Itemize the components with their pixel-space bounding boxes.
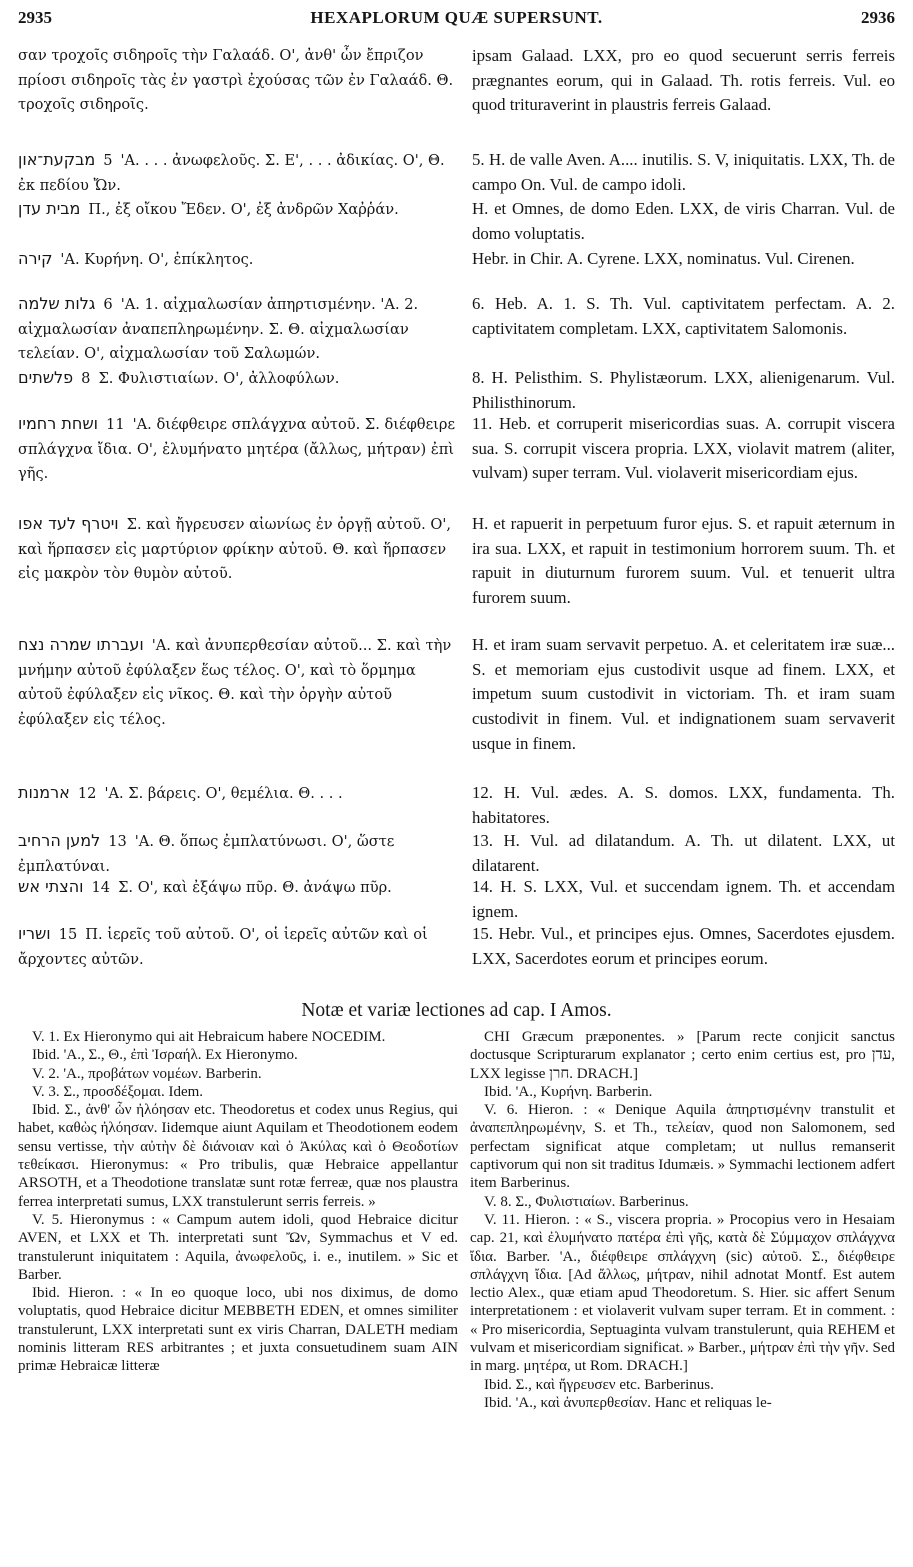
greek-readings: Σ. καὶ ἤγρευσεν αἰωνίως ἐν ὀργῇ αὐτοῦ. Ο', καὶ ἥρπασεν εἰς μαρτύριον φρίκην αὐτοῦ. Θ. καὶ ἥρπασεν εἰς μακρὸν τὸν θυμὸν αὐτοῦ. xyxy=(18,516,452,583)
greek-column-entry xyxy=(18,44,464,118)
hebrew-lemma: ויטרף לעד אפו xyxy=(18,514,119,533)
greek-readings: Σ. Ο', καὶ ἐξάψω πῦρ. Θ. ἀνάψω πῦρ. xyxy=(118,879,392,896)
left-page-number: 2935 xyxy=(18,8,52,27)
hebrew-lemma: ושריו xyxy=(18,924,51,943)
notes-left-column xyxy=(18,1028,458,1376)
greek-readings: 'Α. Κυρήνη. Ο', ἐπίκλητος. xyxy=(60,251,254,268)
right-page-number: 2936 xyxy=(861,8,895,27)
notes-right-column xyxy=(470,1028,895,1412)
note-paragraph: V. 1. Ex Hieronymo qui ait Hebraicum habere NOCEDIM. xyxy=(32,1029,386,1045)
greek-readings: 'Α. καὶ ἀνυπερθεσίαν αὐτοῦ... Σ. καὶ τὴν μνήμην αὐτοῦ ἐφύλαξεν ἕως τέλος. Ο', καὶ τὸ ὅρμημα αὐτοῦ ἐφύλαξεν εἰς νῖκος. Θ. καὶ τὴν ὀργὴν αὐτοῦ ἐφύλαξεν εἰς τέλος. xyxy=(18,637,452,729)
hebrew-lemma: קירה xyxy=(18,249,53,268)
verse-number: 15 xyxy=(58,926,78,943)
greek-readings: 'Α. Θ. ὅπως ἐμπλατύνωσι. Ο', ὥστε ἐμπλατύναι. xyxy=(18,833,395,875)
note-paragraph: Ibid. 'Α., Σ., Θ., ἐπὶ Ἰσραήλ. Ex Hieronymo. xyxy=(32,1047,298,1064)
latin-translation: 12. H. Vul. ædes. A. S. domos. LXX, fundamenta. Th. habitatores. xyxy=(472,783,895,827)
greek-column-entry xyxy=(18,366,464,392)
note-paragraph: Ibid. Σ., ἀνθ' ὧν ἠλόησαν etc. Theodoretus et codex unus Regius, qui habet, καθὼς ἠλόησαν. Iidemque aiunt Aquilam et Theodotionem eodem sensu vertisse, τὴν αὐτὴν δὲ διάνοιαν καὶ ὁ Ἀκύλας καὶ ὁ Θεοδοτίων τεθείκασι. Hieronymus: « Pro tribulis, quæ Hebraice appellantur ARSOTH, et a Theodotione translatæ sunt rotæ ferreæ, quæ nos plaustra ferrea interpretati sumus, LXX transtulerunt serris ferreis. » xyxy=(18,1102,458,1210)
note-paragraph: V. 6. Hieron. : « Denique Aquila ἀπηρτισμένην transtulit et ἀναπεπληρωμένην, S. et Th., τελείαν, quod non Salomonem, sed perfectam significat atque completam; ut nullus remanserit captivorum qui non sit traditus Idumæis. » Symmachi lectionem adfert item Barberinus. xyxy=(470,1102,895,1192)
note-paragraph: V. 5. Hieronymus : « Campum autem idoli, quod Hebraice dicitur AVEN, et LXX et Th. interpretati sunt Ὤν, Symmachus et V ed. transtulerunt iniquitatem : Aquila, ἀνωφελοῦς, i. e., inutilem. » Sic et Barber. xyxy=(18,1211,458,1283)
verse-number: 8 xyxy=(81,370,91,387)
greek-column-entry xyxy=(18,247,464,273)
verse-number: 11 xyxy=(106,416,125,433)
greek-column-entry xyxy=(18,829,464,879)
hebrew-lemma: ושחת רחמיו xyxy=(18,414,99,433)
greek-column-entry xyxy=(18,292,464,367)
hebrew-lemma: והצתי אש xyxy=(18,877,84,896)
latin-translation: 11. Heb. et corruperit misericordias suas. A. corrupit viscera sua. S. corrupit viscera propria. LXX, violavit matrem (aliter, vulvam) super terram. Vul. violaverit misericordiam ejus. xyxy=(472,414,895,483)
latin-translation: 6. Heb. A. 1. S. Th. Vul. captivitatem perfectam. A. 2. captivitatem completam. LXX, captivitatem Salomonis. xyxy=(472,294,895,338)
greek-readings: σαν τροχοῖς σιδηροῖς τὴν Γαλαάδ. Ο', ἀνθ' ὧν ἔπριζον πρίοσι σιδηροῖς τὰς ἐν γαστρὶ ἐχούσας τῶν ἐν Γαλαάδ. Θ. τροχοῖς σιδηροῖς. xyxy=(18,47,454,114)
note-paragraph: Ibid. Σ., καὶ ἤγρευσεν etc. Barberinus. xyxy=(484,1376,714,1393)
notes-title: Notæ et variæ lectiones ad cap. I Amos. xyxy=(301,1000,612,1021)
latin-translation: 14. H. S. LXX, Vul. et succendam ignem. Th. et accendam ignem. xyxy=(472,877,895,921)
note-paragraph: V. 8. Σ., Φυλιστιαίων. Barberinus. xyxy=(484,1193,689,1210)
note-paragraph: Ibid. 'Α., καὶ ἀνυπερθεσίαν. Hanc et reliquas le- xyxy=(484,1394,772,1411)
verse-number: 6 xyxy=(103,296,113,313)
greek-column-entry xyxy=(18,512,464,587)
greek-readings: 'Α. . . . ἀνωφελοῦς. Σ. Ε', . . . ἀδικίας. Ο', Θ. ἐκ πεδίου Ὤν. xyxy=(18,152,445,194)
latin-translation: 13. H. Vul. ad dilatandum. A. Th. ut dilatent. LXX, ut dilatarent. xyxy=(472,831,895,875)
latin-translation: Hebr. in Chir. A. Cyrene. LXX, nominatus. Vul. Cirenen. xyxy=(472,249,855,268)
hebrew-lemma: גלות שלמה xyxy=(18,294,96,313)
latin-translation: H. et rapuerit in perpetuum furor ejus. S. et rapuit æternum in ira sua. LXX, et rapuit in testimonium horrorem suum. Th. et rapuit in diuturnum furorem suum. Vul. et tenuerit ultra furorem suum. xyxy=(472,514,895,608)
greek-column-entry xyxy=(18,922,464,972)
note-paragraph: CHI Græcum præponentes. » [Parum recte conjicit sanctus doctusque Scripturarum explanator ; certo enim certius est, pro עדן, LXX legisse חרן. DRACH.] xyxy=(470,1029,895,1082)
hebrew-lemma: מבקעת־און xyxy=(18,150,96,169)
note-paragraph: V. 11. Hieron. : « S., viscera propria. » Procopius vero in Hesaiam cap. 21, καὶ ἐλυμήνατο πατέρα ἐπὶ γῆς, κατὰ δὲ Σύμμαχον σπλάγχνα ἴδια. Barber. 'Α., διέφθειρε σπλάγχνη (sic) αὐτοῦ. Σ., διέφθειρε σπλάγχνη ἴδια. [Ad ἄλλως, μήτραν, nihil adnotat Montf. Est autem lectio Alex., quæ etiam apud Theodoretum. S. Hier. sic affert Senum interpretationem : et violaverit vulvam super terram. Et in comment. : « Pro misericordia, Septuaginta vulvam transtulerunt, quia REHEM et vulvam et misericordiam significat. » Barber., μήτραν ἐπὶ τὴν γῆν. Sed in marg. μητέρα, ut Rom. DRACH.] xyxy=(470,1211,895,1375)
note-paragraph: V. 3. Σ., προσδέξομαι. Idem. xyxy=(32,1083,204,1100)
verse-number: 5 xyxy=(103,152,113,169)
note-paragraph: Ibid. Hieron. : « In eo quoque loco, ubi nos diximus, de domo voluptatis, quod Hebraice dicitur MEBBETH EDEN, et omnes similiter transtulerunt, LXX interpretati sunt ex viris Charran, DALETH mediam nominis litteram RES arbitrantes ; et juxta consuetudinem suam AIN primæ Hebraicæ litteræ xyxy=(18,1285,458,1375)
hebrew-lemma: ועברתו שמרה נצח xyxy=(18,635,144,654)
greek-column-entry xyxy=(18,197,464,223)
greek-column-entry xyxy=(18,633,464,733)
greek-readings: Π. ἱερεῖς τοῦ αὐτοῦ. Ο', οἱ ἱερεῖς αὐτῶν καὶ οἱ ἄρχοντες αὐτῶν. xyxy=(18,926,428,968)
hebrew-lemma: מבית עדן xyxy=(18,199,81,218)
greek-readings: 'Α. 1. αἰχμαλωσίαν ἀπηρτισμένην. 'Α. 2. αἰχμαλωσίαν ἀναπεπληρωμένην. Σ. Θ. αἰχμαλωσίαν τελείαν. Ο', αἰχμαλωσίαν τοῦ Σαλωμών. xyxy=(18,296,419,363)
greek-readings: 'Α. Σ. βάρεις. Ο', θεμέλια. Θ. . . . xyxy=(104,785,343,802)
greek-readings: Π., ἐξ οἴκου Ἔδεν. Ο', ἐξ ἀνδρῶν Χαῤῥάν. xyxy=(88,201,399,218)
verse-number: 12 xyxy=(77,785,97,802)
latin-translation: 15. Hebr. Vul., et principes ejus. Omnes, Sacerdotes ejusdem. LXX, Sacerdotes eorum et principes eorum. xyxy=(472,924,895,968)
greek-column-entry xyxy=(18,781,464,807)
greek-column-entry xyxy=(18,875,464,901)
latin-translation: 8. H. Pelisthim. S. Phylistæorum. LXX, alienigenarum. Vul. Philisthinorum. xyxy=(472,368,895,412)
note-paragraph: Ibid. 'Α., Κυρήνη. Barberin. xyxy=(484,1083,653,1100)
latin-translation: H. et iram suam servavit perpetuo. A. et celeritatem iræ suæ... S. et memoriam ejus custodivit usque ad finem. LXX, et impetum suum custodivit in victoriam. Th. et iram suam custodivit in finem. Vul. et indignationem suam servaverit usque in finem. xyxy=(472,635,895,753)
hebrew-lemma: למען הרחיב xyxy=(18,831,101,850)
greek-column-entry xyxy=(18,412,464,487)
hebrew-lemma: פלשתים xyxy=(18,368,74,387)
latin-translation: ipsam Galaad. LXX, pro eo quod secuerunt serris ferreis prægnantes eorum, qui in Galaad. Th. rotis ferreis. Vul. eo quod trituraverint in plaustris ferreis Galaad. xyxy=(472,46,895,115)
greek-readings: Σ. Φυλιστιαίων. Ο', ἀλλοφύλων. xyxy=(98,370,340,387)
verse-number: 13 xyxy=(108,833,127,850)
greek-readings: 'Α. διέφθειρε σπλάγχνα αὐτοῦ. Σ. διέφθειρε σπλάγχνα ἴδια. Ο', ἐλυμήνατο μητέρα (ἄλλως, μήτραν) ἐπὶ γῆς. xyxy=(18,416,456,483)
running-title: HEXAPLORUM QUÆ SUPERSUNT. xyxy=(310,8,603,27)
greek-column-entry xyxy=(18,148,464,198)
verse-number: 14 xyxy=(91,879,111,896)
latin-translation: H. et Omnes, de domo Eden. LXX, de viris Charran. Vul. de domo voluptatis. xyxy=(472,199,895,243)
note-paragraph: V. 2. 'Α., προβάτων νομέων. Barberin. xyxy=(32,1065,262,1082)
hebrew-lemma: ארמנות xyxy=(18,783,70,802)
latin-translation: 5. H. de valle Aven. A.... inutilis. S. V, iniquitatis. LXX, Th. de campo On. Vul. de campo idoli. xyxy=(472,150,895,194)
